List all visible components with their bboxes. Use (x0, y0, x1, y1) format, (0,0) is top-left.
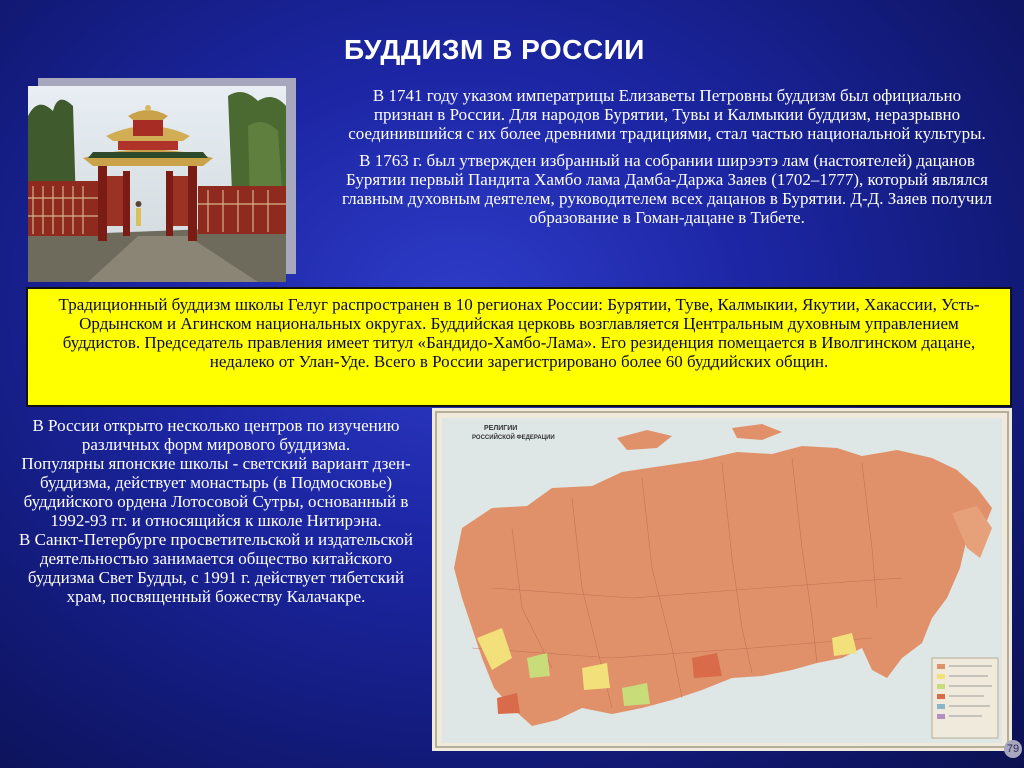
centers-paragraph-intro: В России открыто несколько центров по изучению различных форм мирового буддизма. (32, 416, 400, 454)
buddhist-centers-text (14, 416, 418, 606)
intro-text (342, 86, 992, 235)
intro-paragraph-1763: В 1763 г. был утвержден избранный на собрании ширээтэ лам (настоятелей) дацанов Бурятии первый Пандита Хамбо лама Дамба-Даржа Заяев (1702–1777), который являлся главным духовным деятелем, руководителем всех дацанов в Бурятии. Д-Д. Заяев получил образование в Гоман-дацане в Тибете. (342, 151, 992, 227)
intro-paragraph-1741: В 1741 году указом императрицы Елизаветы Петровны буддизм был официально признан в России. Для народов Бурятии, Тувы и Калмыкии буддизм, неразрывно соединившийся с их более древними традициями, стал частью национальной культуры. (348, 86, 986, 143)
gelug-highlight-text: Традиционный буддизм школы Гелуг распространен в 10 регионах России: Бурятии, Туве, Калмыкии, Якутии, Хакассии, Усть-Ордынском и Агинском национальных округах. Буддийская церковь возглавляется Центральным духовным управлением буддистов. Председатель правления имеет титул «Бандидо-Хамбо-Лама». Его резиденция помещается в Иволгинском дацане, недалеко от Улан-Уде. Всего в России зарегистрировано более 60 буддийских общин. (58, 295, 980, 371)
centers-paragraph-petersburg: В Санкт-Петербурге просветительской и издательской деятельностью занимается общество китайского буддизма Свет Будды, с 1991 г. действует тибетский храм, посвященный божеству Калачакре. (19, 530, 413, 606)
page-number-badge: 79 (1004, 740, 1022, 758)
gelug-highlight-box (26, 287, 1012, 407)
map-title-line1: РЕЛИГИИ (484, 425, 518, 432)
slide-title: БУДДИЗМ В РОССИИ (344, 34, 645, 65)
religions-map-image (432, 408, 1012, 751)
map-title-line2: РОССИЙСКОЙ ФЕДЕРАЦИИ (472, 435, 555, 441)
centers-paragraph-japanese: Популярны японские школы - светский вариант дзен-буддизма, действует монастырь (в Подмосковье) буддийского ордена Лотосовой Сутры, основанный в 1992-93 гг. и относящийся к школе Нитирэна. (21, 454, 411, 530)
datsan-gate-photo (28, 86, 286, 282)
